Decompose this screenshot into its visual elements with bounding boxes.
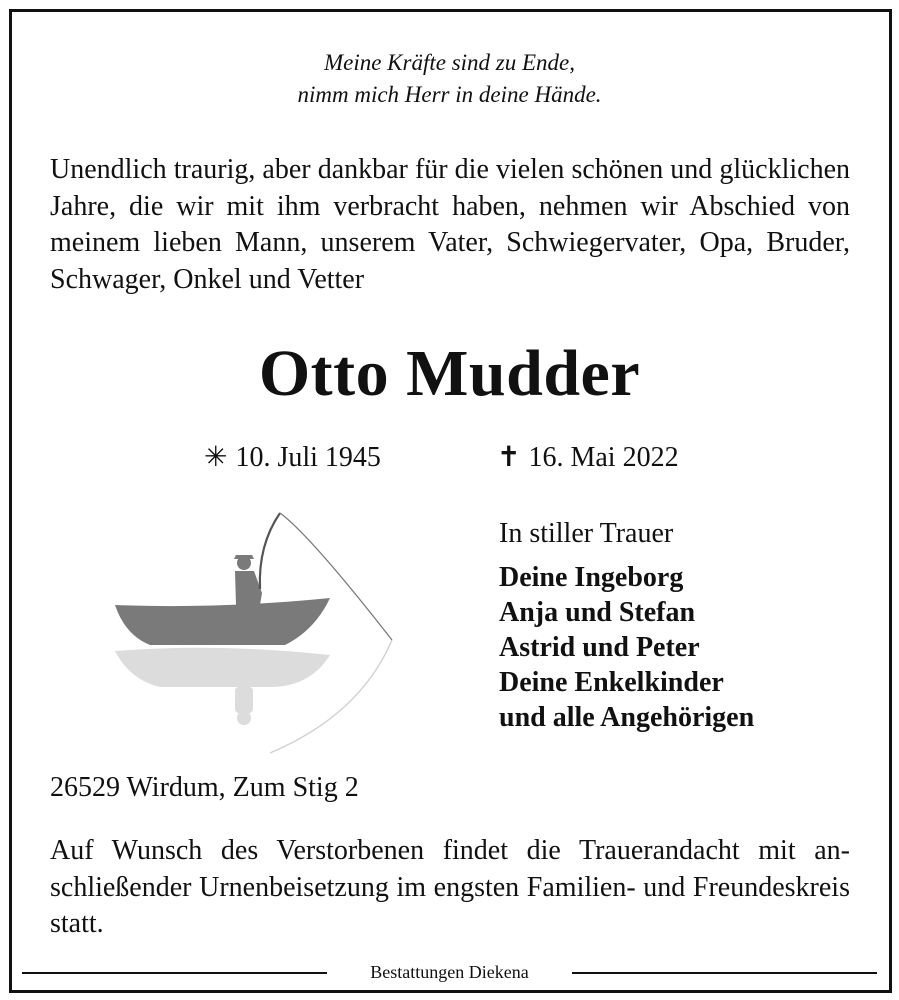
intro-text: Unendlich traurig, aber dankbar für die vielen schönen und glücklichen Jahre, die wir mit ihm verbracht haben, nehmen wir Abschied von meinem lieben Mann, unserem Vater, Schwiegervater, Opa, Bruder, Schwager, Onkel und Vetter <box>50 154 850 295</box>
address: 26529 Wirdum, Zum Stig 2 <box>50 772 359 803</box>
mourner-name: Deine Enkelkinder <box>499 667 724 698</box>
funeral-home: Bestattungen Diekena <box>358 962 540 982</box>
funeral-notice: Auf Wunsch des Verstorbenen findet die Trauerandacht mit anschließender Urnenbeisetzung im engsten Familien- und Freundeskreis statt. <box>50 835 850 939</box>
deceased-name: Otto Mudder <box>258 337 641 410</box>
footer <box>0 960 899 984</box>
motto-verse <box>0 47 899 111</box>
motto-line-2: nimm mich Herr in deine Hände. <box>297 82 602 107</box>
mourner-name: und alle Angehörigen <box>499 702 755 733</box>
mourners-block <box>499 516 754 735</box>
mourners-lead: In stiller Trauer <box>499 518 674 549</box>
mourner-name: Deine Ingeborg <box>499 562 684 593</box>
death-cross-icon: ✝ <box>497 442 521 473</box>
death-date: 16. Mai 2022 <box>528 442 679 473</box>
mourners-names <box>499 560 754 735</box>
death-date-line <box>497 440 679 476</box>
mourner-name: Astrid und Peter <box>499 632 700 663</box>
motto-line-1: Meine Kräfte sind zu Ende, <box>323 50 576 75</box>
fisherman-boat-icon <box>110 505 400 755</box>
birth-date: 10. Juli 1945 <box>235 442 381 473</box>
birth-date-line <box>204 440 381 476</box>
mourner-name: Anja und Stefan <box>499 597 696 628</box>
birth-star-icon: ✳ <box>204 442 228 473</box>
